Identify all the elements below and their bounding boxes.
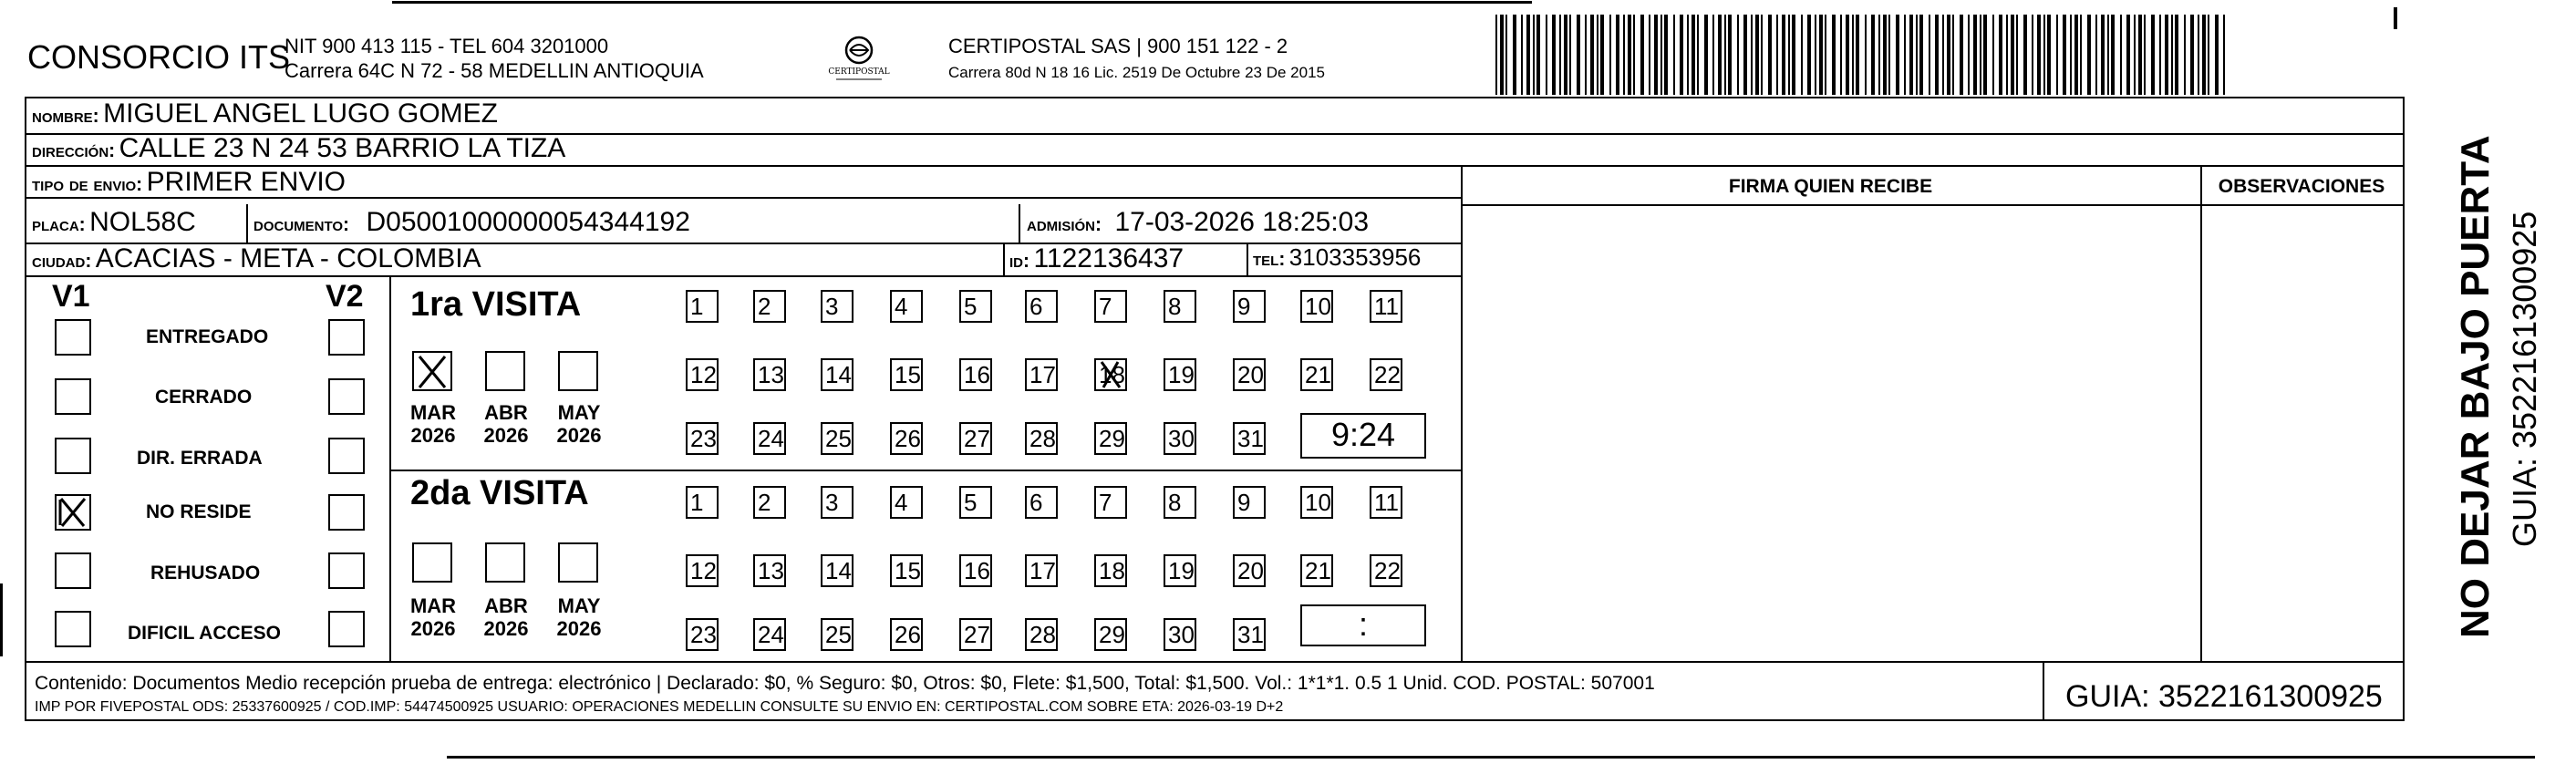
barcode-bar xyxy=(1815,15,1816,95)
day-box[interactable]: 11 xyxy=(1370,486,1402,519)
visit1-title: 1ra VISITA xyxy=(410,285,582,324)
barcode-bar xyxy=(1947,15,1950,95)
barcode-bar xyxy=(1724,15,1726,95)
barcode-bar xyxy=(1718,15,1722,95)
day-box[interactable]: 16 xyxy=(959,358,992,391)
barcode-bar xyxy=(1788,15,1790,95)
month-name: MAY xyxy=(557,594,601,617)
barcode-bar xyxy=(2070,15,2072,95)
barcode-bar xyxy=(1623,15,1625,95)
day-box[interactable]: 18 xyxy=(1094,554,1127,587)
day-box[interactable]: 26 xyxy=(890,618,923,651)
status-label-no-reside: NO RESIDE xyxy=(146,501,252,522)
barcode-bar xyxy=(1768,15,1772,95)
barcode-bar xyxy=(1654,15,1658,95)
barcode-bar xyxy=(1691,15,1695,95)
day-box[interactable]: 10 xyxy=(1300,486,1333,519)
admision-label: admisión: xyxy=(1027,214,1102,235)
barcode-bar xyxy=(1640,15,1644,95)
visit1-month-box-abr[interactable] xyxy=(485,351,525,391)
status-label-rehusado: REHUSADO xyxy=(150,563,261,583)
col-line xyxy=(1247,243,1248,275)
day-box[interactable]: 6 xyxy=(1025,290,1058,323)
col-line xyxy=(2200,165,2202,661)
col-line xyxy=(1019,204,1020,243)
tipo-row xyxy=(32,167,346,198)
placa-value: NOL58C xyxy=(89,207,196,237)
barcode-bar xyxy=(1704,15,1708,95)
day-box[interactable]: 21 xyxy=(1300,358,1333,391)
check-x-icon xyxy=(1094,358,1127,391)
v2-checkbox-dificil-acceso[interactable] xyxy=(328,611,365,647)
day-box[interactable]: 1 xyxy=(686,290,719,323)
footer-contenido: Contenido: Documentos Medio recepción prueba de entrega: electrónico | Declarado: $0, % Seguro: $0, Otros: $0, Flete: $1,500, Total: $1,500. Vol.: 1*1*1. 0.5 1 Unid. COD. POSTAL: 507001 xyxy=(35,673,1655,694)
barcode-bar xyxy=(1728,15,1732,95)
day-box[interactable]: 12 xyxy=(686,554,719,587)
row-line xyxy=(25,661,2405,663)
barcode-bar xyxy=(1495,15,1497,95)
day-box[interactable]: 18 xyxy=(1094,358,1127,391)
direccion-value: CALLE 23 N 24 53 BARRIO LA TIZA xyxy=(119,133,566,163)
day-box[interactable]: 17 xyxy=(1025,554,1058,587)
barcode-bar xyxy=(2126,15,2130,95)
status-label-dificil-acceso: DIFICIL ACCESO xyxy=(128,623,282,644)
day-box[interactable]: 24 xyxy=(753,422,786,455)
barcode-bar xyxy=(2006,15,2008,95)
v2-checkbox-entregado[interactable] xyxy=(328,319,365,356)
day-box[interactable]: 17 xyxy=(1025,358,1058,391)
v1-checkbox-cerrado[interactable] xyxy=(55,378,91,415)
barcode-bar xyxy=(1585,15,1587,95)
barcode-bar xyxy=(1533,15,1535,95)
day-box[interactable]: 6 xyxy=(1025,486,1058,519)
barcode-bar xyxy=(1697,15,1699,95)
barcode-bar xyxy=(2037,15,2041,95)
barcode-bar xyxy=(1546,15,1547,95)
barcode-bar xyxy=(2223,15,2225,95)
barcode-bar xyxy=(1564,15,1567,95)
barcode-bar xyxy=(1521,15,1523,95)
documento-value: D05001000000054344192 xyxy=(366,207,690,237)
day-box[interactable]: 8 xyxy=(1164,486,1196,519)
barcode-bar xyxy=(1660,15,1662,95)
barcode-bar xyxy=(1633,15,1635,95)
visit1-time-box[interactable]: 9:24 xyxy=(1300,413,1426,459)
placa-row xyxy=(32,207,196,238)
barcode-bar xyxy=(1871,15,1875,95)
barcode-bar xyxy=(1755,15,1759,95)
tipo-label: tipo de envio: xyxy=(32,174,143,195)
ciudad-value: ACACIAS - META - COLOMBIA xyxy=(95,243,481,274)
row-line xyxy=(1461,204,2405,206)
month-year: 2026 xyxy=(410,424,456,447)
day-box[interactable]: 25 xyxy=(821,618,853,651)
day-box[interactable]: 2 xyxy=(753,486,786,519)
barcode-bar xyxy=(1569,15,1571,95)
day-box[interactable]: 3 xyxy=(821,486,853,519)
day-box[interactable]: 14 xyxy=(821,358,853,391)
v1-checkbox-entregado[interactable] xyxy=(55,319,91,356)
barcode-bar xyxy=(1597,15,1598,95)
day-box[interactable]: 11 xyxy=(1370,290,1402,323)
barcode-bar xyxy=(1992,15,1994,95)
day-box[interactable]: 31 xyxy=(1233,618,1266,651)
barcode-bar xyxy=(1888,15,1890,95)
scan-mark xyxy=(2394,7,2397,29)
v2-checkbox-rehusado[interactable] xyxy=(328,552,365,589)
barcode-bar xyxy=(1825,15,1826,95)
barcode-bar xyxy=(1878,15,1880,95)
visit2-month-label-may xyxy=(547,594,611,640)
barcode-bar xyxy=(1600,15,1604,95)
visit1-month-label-abr xyxy=(474,401,538,447)
barcode-bar xyxy=(1649,15,1650,95)
visit1-month-box-mar[interactable] xyxy=(412,351,452,391)
nombre-value: MIGUEL ANGEL LUGO GOMEZ xyxy=(103,98,498,129)
barcode-bar xyxy=(1743,15,1747,95)
day-box[interactable]: 27 xyxy=(959,422,992,455)
barcode-bar xyxy=(1577,15,1580,95)
barcode-bar xyxy=(1761,15,1763,95)
day-box[interactable]: 19 xyxy=(1164,554,1196,587)
visit2-month-box-mar[interactable] xyxy=(412,542,452,583)
barcode-bar xyxy=(2138,15,2142,95)
barcode-bar xyxy=(2080,15,2082,95)
day-box[interactable]: 14 xyxy=(821,554,853,587)
month-year: 2026 xyxy=(410,617,456,640)
direccion-label: dirección: xyxy=(32,140,116,161)
barcode-bar xyxy=(1609,15,1611,95)
barcode-bar xyxy=(2063,15,2066,95)
documento-label: documento: xyxy=(253,214,350,235)
barcode-bar xyxy=(1782,15,1785,95)
barcode-bar xyxy=(1983,15,1987,95)
day-box[interactable]: 12 xyxy=(686,358,719,391)
day-box[interactable]: 13 xyxy=(753,554,786,587)
day-box[interactable]: 4 xyxy=(890,290,923,323)
day-box[interactable]: 25 xyxy=(821,422,853,455)
day-box[interactable]: 5 xyxy=(959,290,992,323)
month-name: MAY xyxy=(557,401,601,424)
day-box[interactable]: 7 xyxy=(1094,486,1127,519)
direccion-row xyxy=(32,133,565,164)
barcode-bar xyxy=(1935,15,1939,95)
month-year: 2026 xyxy=(483,424,529,447)
day-box[interactable]: 16 xyxy=(959,554,992,587)
barcode-bar xyxy=(2087,15,2091,95)
documento-row xyxy=(253,207,690,238)
barcode-bar xyxy=(1942,15,1944,95)
barcode-bar xyxy=(1960,15,1963,95)
v2-label: V2 xyxy=(326,279,364,314)
barcode-bar xyxy=(1819,15,1823,95)
barcode-bar xyxy=(1687,15,1689,95)
barcode-bar xyxy=(2190,15,2194,95)
barcode-bar xyxy=(1929,15,1930,95)
barcode-bar xyxy=(2151,15,2155,95)
barcode-bar xyxy=(2043,15,2045,95)
barcode-bar xyxy=(1680,15,1683,95)
row-line xyxy=(25,165,2405,167)
barcode-bar xyxy=(1916,15,1918,95)
barcode-bar xyxy=(1952,15,1954,95)
tel-value: 3103353956 xyxy=(1288,243,1422,271)
visit2-title: 2da VISITA xyxy=(410,474,589,512)
day-box[interactable]: 20 xyxy=(1233,358,1266,391)
barcode-bar xyxy=(1846,15,1849,95)
visit2-month-box-may[interactable] xyxy=(558,542,598,583)
barcode-bar xyxy=(2095,15,2097,95)
scan-mark-left xyxy=(0,583,3,656)
barcode-bar xyxy=(1628,15,1631,95)
barcode-bar xyxy=(2101,15,2105,95)
day-box[interactable]: 15 xyxy=(890,358,923,391)
status-label-dir-errada: DIR. ERRADA xyxy=(137,448,263,469)
day-box[interactable]: 22 xyxy=(1370,358,1402,391)
month-name: MAR xyxy=(409,594,457,617)
barcode xyxy=(1495,15,2229,95)
day-box[interactable]: 21 xyxy=(1300,554,1333,587)
barcode-bar xyxy=(1980,15,1981,95)
row-line xyxy=(389,470,1461,471)
barcode-bar xyxy=(1807,15,1811,95)
day-box[interactable]: 30 xyxy=(1164,618,1196,651)
barcode-bar xyxy=(2165,15,2168,95)
day-box[interactable]: 1 xyxy=(686,486,719,519)
row-line xyxy=(25,275,1461,277)
tel-row xyxy=(1253,243,1421,272)
barcode-bar xyxy=(2171,15,2173,95)
barcode-bar xyxy=(1590,15,1594,95)
barcode-bar xyxy=(1526,15,1530,95)
barcode-bar xyxy=(2208,15,2209,95)
barcode-bar xyxy=(1919,15,1923,95)
barcode-bar xyxy=(1832,15,1836,95)
day-box[interactable]: 8 xyxy=(1164,290,1196,323)
barcode-bar xyxy=(2144,15,2146,95)
visit1-month-label-may xyxy=(547,401,611,447)
barcode-bar xyxy=(1513,15,1516,95)
day-box[interactable]: 4 xyxy=(890,486,923,519)
day-box[interactable]: 7 xyxy=(1094,290,1127,323)
id-row xyxy=(1009,243,1184,274)
v1-checkbox-dificil-acceso[interactable] xyxy=(55,611,91,647)
day-box[interactable]: 9 xyxy=(1233,486,1266,519)
barcode-bar xyxy=(2175,15,2178,95)
admision-value: 17-03-2026 18:25:03 xyxy=(1114,207,1370,237)
observaciones-header: OBSERVACIONES xyxy=(2218,176,2385,197)
footer-guia: GUIA: 3522161300925 xyxy=(2065,679,2383,714)
scan-edge-line-bottom xyxy=(447,756,2535,759)
side-guia: GUIA: 3522161300925 xyxy=(2506,211,2543,547)
ciudad-row xyxy=(32,243,481,274)
barcode-bar xyxy=(2107,15,2109,95)
barcode-bar xyxy=(2023,15,2027,95)
day-box[interactable]: 15 xyxy=(890,554,923,587)
month-name: ABR xyxy=(484,401,528,424)
v2-checkbox-cerrado[interactable] xyxy=(328,378,365,415)
barcode-bar xyxy=(1559,15,1561,95)
day-box[interactable]: 23 xyxy=(686,618,719,651)
day-box[interactable]: 28 xyxy=(1025,422,1058,455)
side-notice: NO DEJAR BAJO PUERTA xyxy=(2453,135,2498,638)
barcode-bar xyxy=(2215,15,2219,95)
day-box[interactable]: 24 xyxy=(753,618,786,651)
barcode-bar xyxy=(1737,15,1739,95)
barcode-bar xyxy=(2111,15,2115,95)
month-name: MAR xyxy=(409,401,457,424)
barcode-bar xyxy=(1840,15,1842,95)
check-x-icon xyxy=(57,496,89,529)
day-box[interactable]: 9 xyxy=(1233,290,1266,323)
day-box[interactable]: 19 xyxy=(1164,358,1196,391)
day-box[interactable]: 2 xyxy=(753,290,786,323)
month-year: 2026 xyxy=(556,424,602,447)
day-box[interactable]: 22 xyxy=(1370,554,1402,587)
col-line xyxy=(1461,165,1463,661)
company-address: Carrera 64C N 72 - 58 MEDELLIN ANTIOQUIA xyxy=(284,59,704,82)
col-line xyxy=(389,275,391,661)
visit1-month-label-mar xyxy=(401,401,465,447)
barcode-bar xyxy=(1712,15,1714,95)
day-box[interactable]: 10 xyxy=(1300,290,1333,323)
v2-checkbox-no-reside[interactable] xyxy=(328,494,365,531)
barcode-bar xyxy=(2016,15,2018,95)
day-box[interactable]: 13 xyxy=(753,358,786,391)
firma-header: FIRMA QUIEN RECIBE xyxy=(1728,176,1933,197)
v1-checkbox-rehusado[interactable] xyxy=(55,552,91,589)
barcode-bar xyxy=(1664,15,1668,95)
visit2-month-label-abr xyxy=(474,594,538,640)
barcode-bar xyxy=(2184,15,2186,95)
ciudad-label: ciudad: xyxy=(32,251,92,272)
day-box[interactable]: 26 xyxy=(890,422,923,455)
day-box[interactable]: 30 xyxy=(1164,422,1196,455)
admision-row xyxy=(1027,207,1369,238)
col-line xyxy=(2043,661,2044,721)
company-nit: NIT 900 413 115 - TEL 604 3201000 xyxy=(284,35,609,57)
day-box[interactable]: 5 xyxy=(959,486,992,519)
month-year: 2026 xyxy=(556,617,602,640)
barcode-bar xyxy=(1673,15,1675,95)
day-box[interactable]: 31 xyxy=(1233,422,1266,455)
barcode-bar xyxy=(1776,15,1778,95)
tipo-value: PRIMER ENVIO xyxy=(146,167,347,197)
certipostal-address: Carrera 80d N 18 16 Lic. 2519 De Octubre 23 De 2015 xyxy=(948,64,1325,81)
day-box[interactable]: 20 xyxy=(1233,554,1266,587)
barcode-bar xyxy=(1865,15,1867,95)
barcode-bar xyxy=(1505,15,1507,95)
barcode-bar xyxy=(2202,15,2206,95)
visit1-month-box-may[interactable] xyxy=(558,351,598,391)
day-box[interactable]: 28 xyxy=(1025,618,1058,651)
col-line xyxy=(246,204,248,243)
v1-checkbox-dir-errada[interactable] xyxy=(55,438,91,474)
barcode-bar xyxy=(1852,15,1854,95)
check-x-icon xyxy=(414,353,450,389)
nombre-label: nombre: xyxy=(32,106,99,127)
barcode-bar xyxy=(2056,15,2058,95)
visit2-time-box[interactable]: : xyxy=(1300,604,1426,646)
barcode-bar xyxy=(2011,15,2014,95)
id-label: id: xyxy=(1009,251,1029,272)
company-name: CONSORCIO ITS xyxy=(27,38,291,76)
status-label-cerrado: CERRADO xyxy=(155,387,253,408)
barcode-bar xyxy=(1792,15,1795,95)
barcode-bar xyxy=(1552,15,1556,95)
barcode-bar xyxy=(2198,15,2199,95)
barcode-bar xyxy=(1999,15,2002,95)
barcode-bar xyxy=(1536,15,1540,95)
barcode-bar xyxy=(2134,15,2136,95)
barcode-bar xyxy=(1896,15,1899,95)
logo-text: CERTIPOSTAL xyxy=(828,67,890,77)
day-box[interactable]: 23 xyxy=(686,422,719,455)
day-box[interactable]: 29 xyxy=(1094,618,1127,651)
scan-edge-line-top xyxy=(392,1,1532,4)
visit2-month-label-mar xyxy=(401,594,465,640)
barcode-bar xyxy=(2047,15,2051,95)
barcode-bar xyxy=(2120,15,2122,95)
month-name: ABR xyxy=(484,594,528,617)
v2-checkbox-dir-errada[interactable] xyxy=(328,438,365,474)
placa-label: placa: xyxy=(32,214,86,235)
barcode-bar xyxy=(1909,15,1913,95)
barcode-bar xyxy=(1616,15,1619,95)
v1-label: V1 xyxy=(52,279,90,314)
day-box[interactable]: 3 xyxy=(821,290,853,323)
barcode-bar xyxy=(1500,15,1504,95)
barcode-bar xyxy=(1968,15,1970,95)
barcode-bar xyxy=(1973,15,1977,95)
id-value: 1122136437 xyxy=(1033,243,1185,274)
visit2-month-box-abr[interactable] xyxy=(485,542,525,583)
month-year: 2026 xyxy=(483,617,529,640)
day-box[interactable]: 27 xyxy=(959,618,992,651)
nombre-row xyxy=(32,98,498,129)
v1-checkbox-no-reside[interactable] xyxy=(55,494,91,531)
barcode-bar xyxy=(1751,15,1753,95)
status-label-entregado: ENTREGADO xyxy=(146,326,269,347)
footer-imp: IMP POR FIVEPOSTAL ODS: 25337600925 / COD.IMP: 54474500925 USUARIO: OPERACIONES MEDELLIN CONSULTE SU ENVIO EN: CERTIPOSTAL.COM SOBRE ETA: 2026-03-19 D+2 xyxy=(35,699,1284,715)
col-line xyxy=(1003,243,1005,275)
day-box[interactable]: 29 xyxy=(1094,422,1127,455)
barcode-bar xyxy=(2032,15,2033,95)
tel-label: tel: xyxy=(1253,249,1286,270)
barcode-bar xyxy=(2159,15,2161,95)
certipostal-logo xyxy=(825,32,894,87)
barcode-bar xyxy=(2074,15,2078,95)
barcode-bar xyxy=(1883,15,1887,95)
certipostal-name: CERTIPOSTAL SAS | 900 151 122 - 2 xyxy=(948,35,1288,57)
barcode-bar xyxy=(1801,15,1803,95)
barcode-bar xyxy=(1856,15,1859,95)
barcode-bar xyxy=(1904,15,1906,95)
